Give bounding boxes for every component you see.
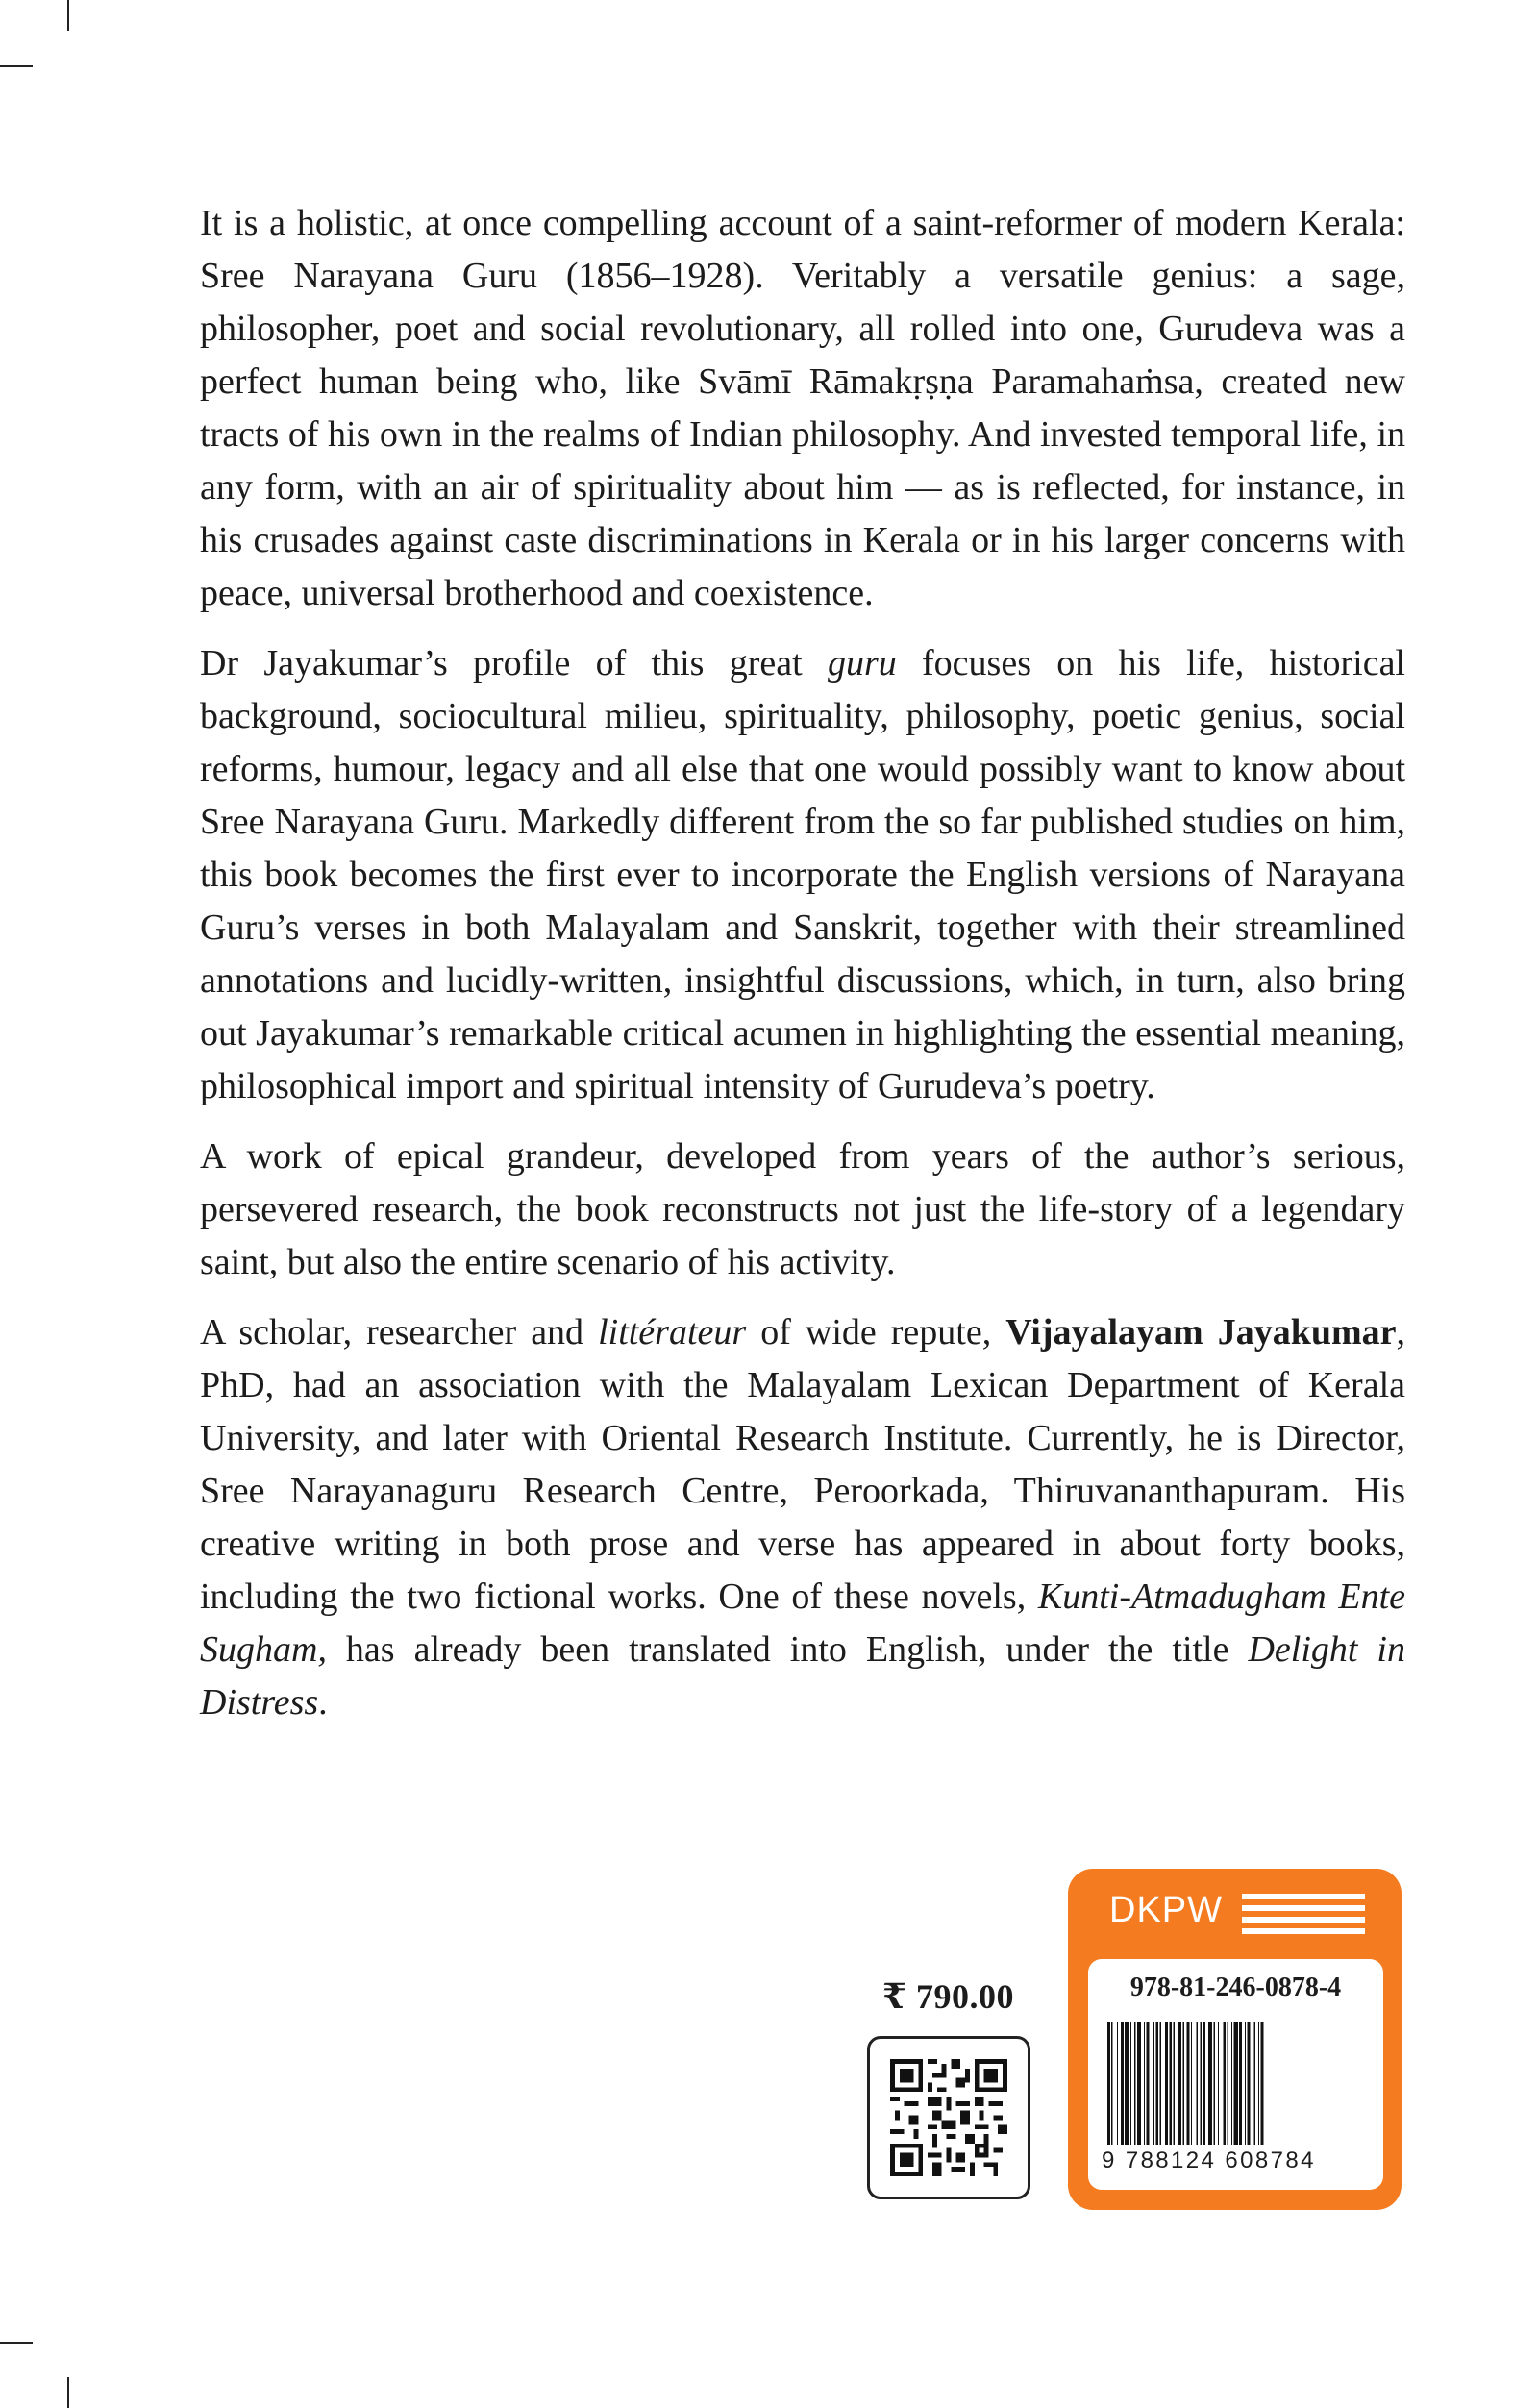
- blurb-paragraph-3: A work of epical grandeur, developed from years of the author’s serious, persevered research, the book reconstructs not just the life-story of a legendary saint, but also the entire scenario of his activity.: [200, 1136, 1405, 1282]
- blurb-paragraph-2: Dr Jayakumar’s profile of this great guru focuses on his life, historical background, sociocultural milieu, spirituality, philosophy, poetic genius, social reforms, humour, legacy and all else that one would possibly want to know about Sree Narayana Guru. Markedly different from the so far published studies on him, this book becomes the first ever to incorporate the English versions of Narayana Guru’s verses in both Malayalam and Sanskrit, together with their streamlined annotations and lucidly-written, insightful discussions, which, in turn, also bring out Jayakumar’s remarkable critical acumen in highlighting the essential meaning, philosophical import and spiritual intensity of Gurudeva’s poetry.: [200, 643, 1405, 1106]
- crop-mark-bottom: [67, 2377, 69, 2408]
- isbn-number: 978-81-246-0878-4: [1129, 1973, 1342, 2002]
- back-cover-blurb: [200, 197, 1405, 1747]
- price-label: ₹ 790.00: [882, 1977, 1015, 2016]
- crop-mark-left-bottom: [0, 2342, 33, 2344]
- barcode-digits: 9 788124 608784: [1102, 2147, 1316, 2173]
- barcode-icon: [1107, 2022, 1364, 2145]
- crop-mark-left-top: [0, 65, 33, 67]
- author-bio-paragraph: A scholar, researcher and littérateur of wide repute, Vijayalayam Jayakumar, PhD, had an association with the Malayalam Lexican Department of Kerala University, and later with Oriental Research Institute. Currently, he is Director, Sree Narayanaguru Research Centre, Peroorkada, Thiruvananthapuram. His creative writing in both prose and verse has appeared in about forty books, including the two fictional works. One of these novels, Kunti-Atmadugham Ente Sugham, has already been translated into English, under the title Delight in Distress.: [200, 1312, 1405, 1723]
- publisher-isbn-box: [1068, 1869, 1402, 2210]
- author-name: Vijayalayam Jayakumar: [1005, 1312, 1397, 1353]
- blurb-paragraph-1: It is a holistic, at once compelling account of a saint-reformer of modern Kerala: Sree Narayana Guru (1856–1928). Veritably a versatile genius: a sage, philosopher, poet and social revolutionary, all rolled into one, Gurudeva was a perfect human being who, like Svāmī Rāmakṛṣṇa Paramahaṁsa, created new tracts of his own in the realms of Indian philosophy. And invested temporal life, in any form, with an air of spirituality about him — as is reflected, for instance, in his crusades against caste discriminations in Kerala or in his larger concerns with peace, universal brotherhood and coexistence.: [200, 203, 1405, 613]
- barcode-panel: [1088, 1959, 1383, 2190]
- crop-mark-top: [67, 0, 69, 31]
- qr-code-icon: [890, 2059, 1007, 2176]
- publisher-logo-lines: [1242, 1894, 1365, 1940]
- qr-code-frame: [867, 2036, 1030, 2199]
- publisher-logo: DKPW: [1109, 1890, 1223, 1930]
